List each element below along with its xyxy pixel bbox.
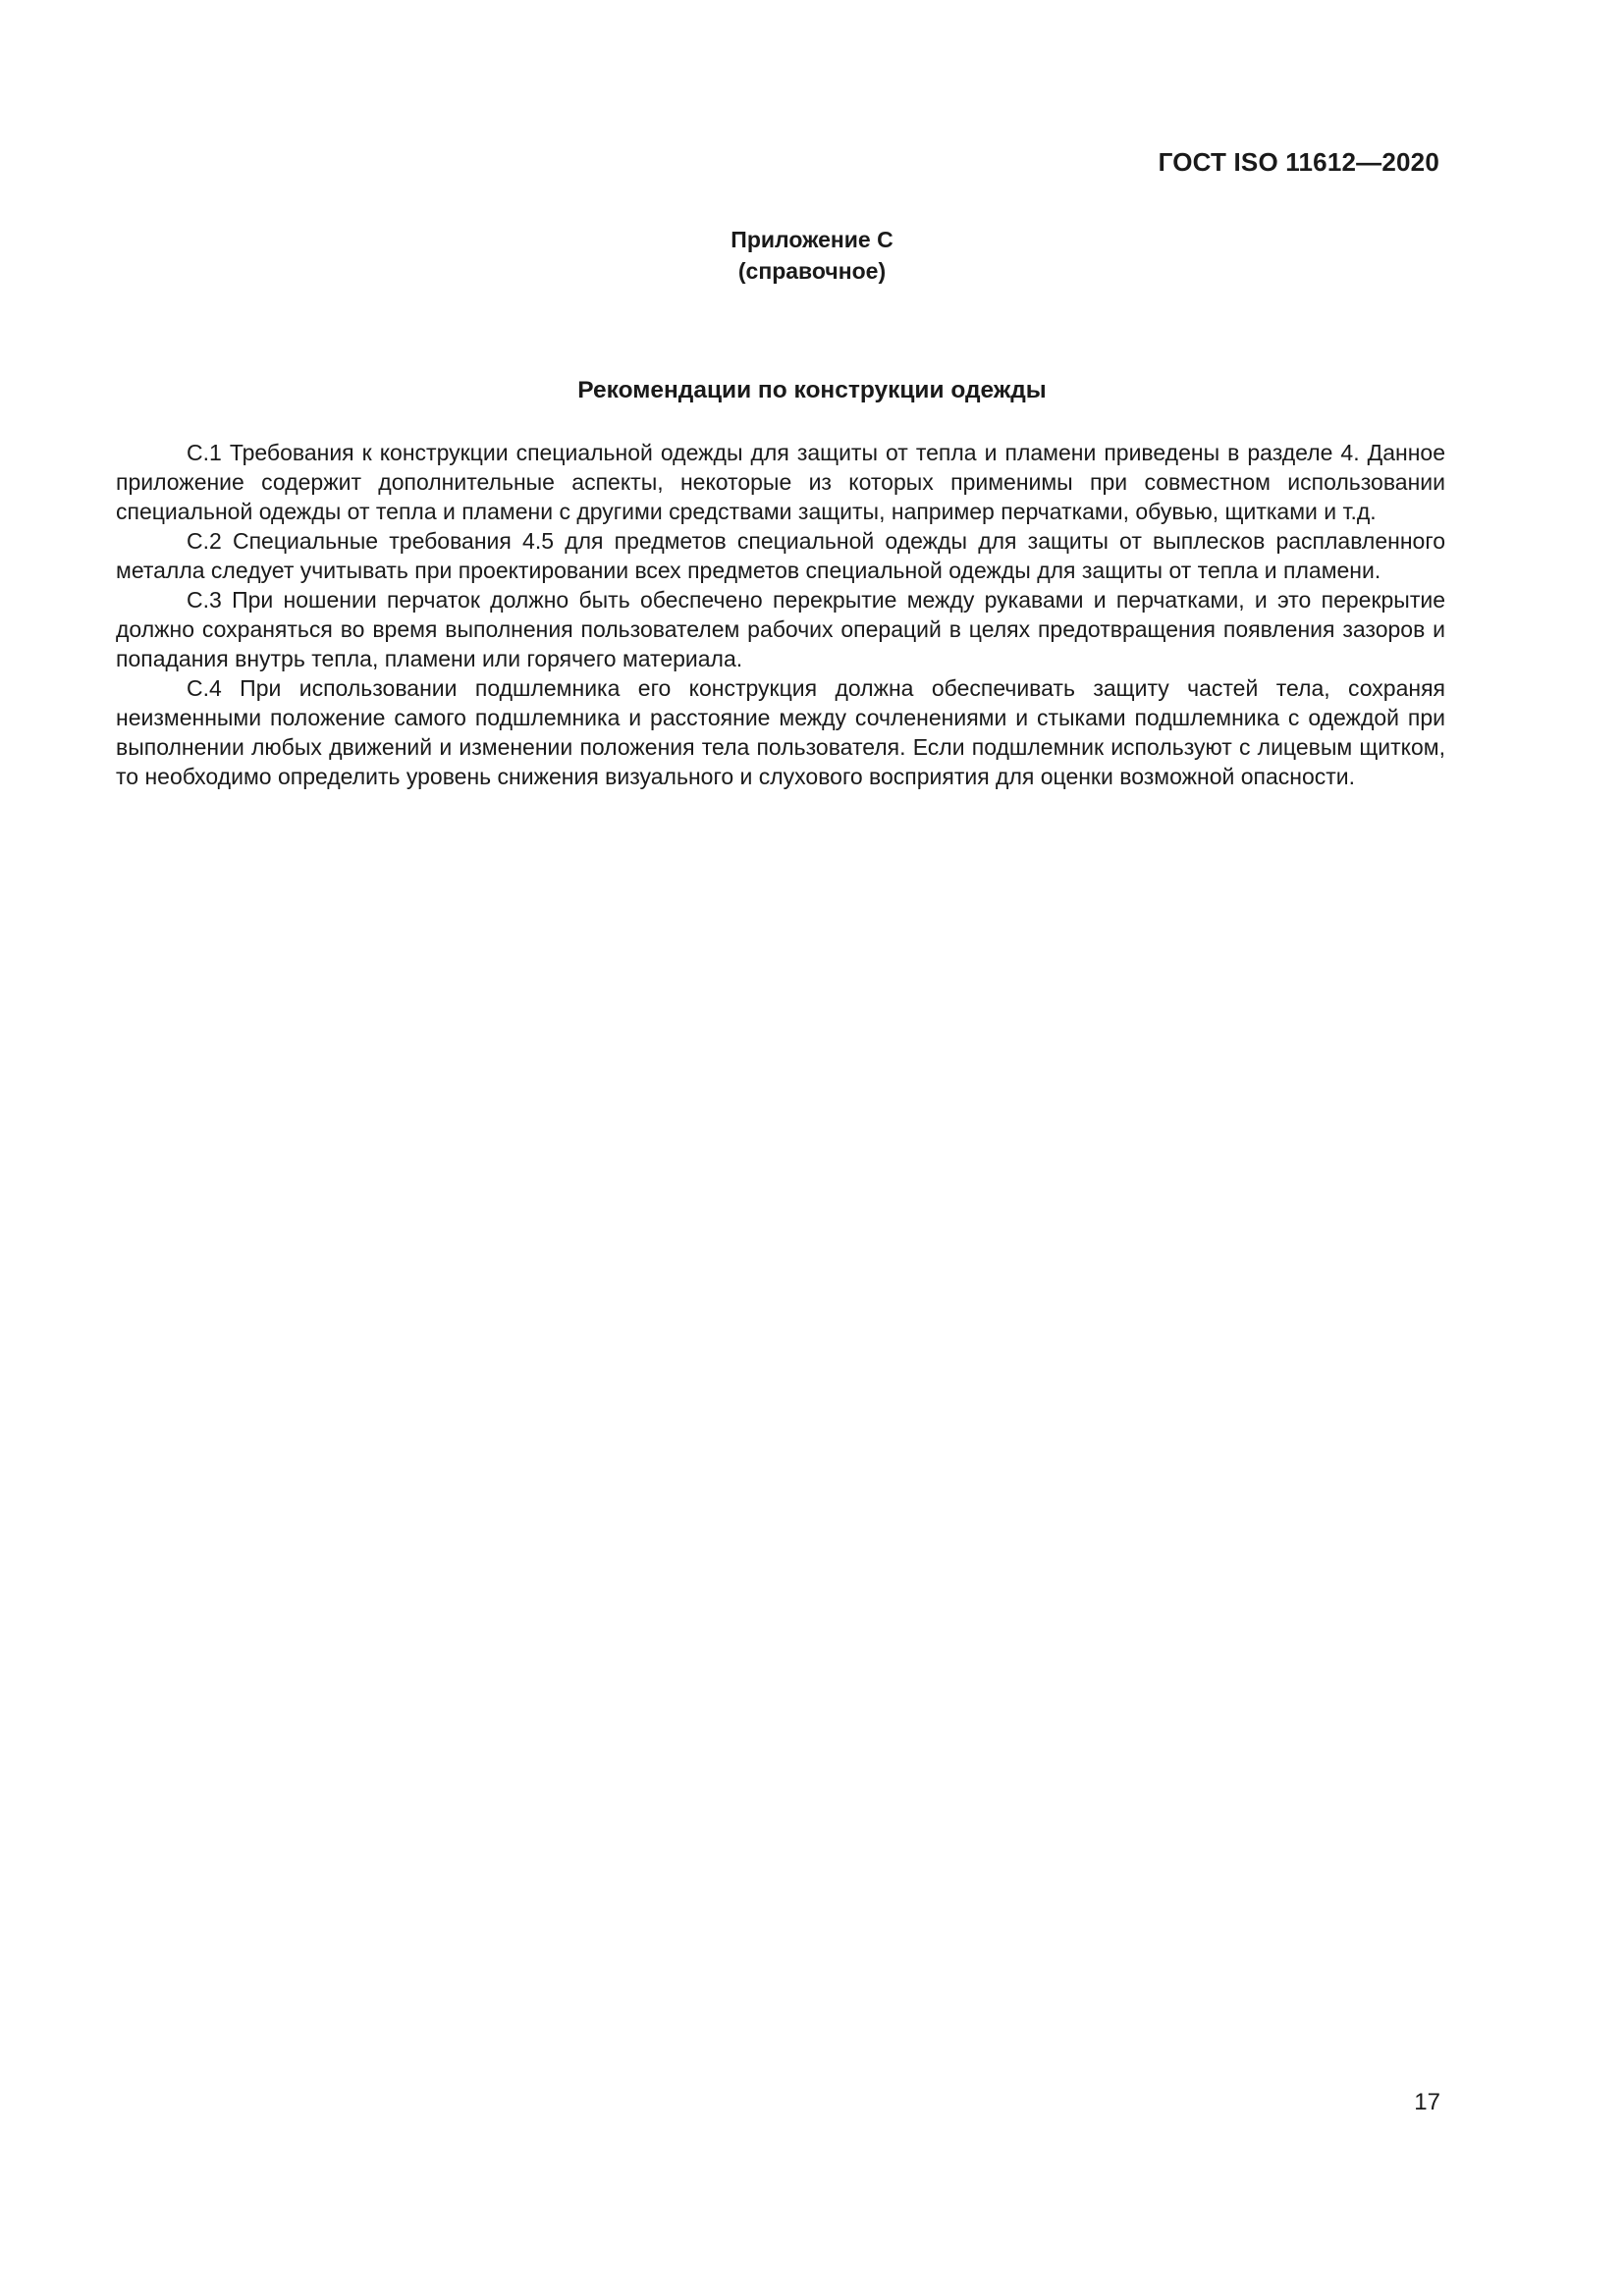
paragraph-c3: С.3 При ношении перчаток должно быть обеспечено перекрытие между рукавами и перчатками, и это перекрытие должно сохраняться во время выполнения пользователем рабочих операций в целях предотвращения появления зазоров и попадания внутрь тепла, пламени или горячего материала. xyxy=(116,587,1445,671)
page-number: 17 xyxy=(1414,2089,1440,2115)
paragraph-c1: С.1 Требования к конструкции специальной одежды для защиты от тепла и пламени приведены в разделе 4. Данное приложение содержит дополнительные аспекты, некоторые из которых применимы при совместном использовании специальной одежды от тепла и пламени с другими средствами защиты, например перчатками, обувью, щитками и т.д. xyxy=(116,440,1445,524)
annex-heading xyxy=(0,224,1624,287)
paragraph-c2: С.2 Специальные требования 4.5 для предметов специальной одежды для защиты от выплесков расплавленного металла следует учитывать при проектировании всех предметов специальной одежды для защиты от тепла и пламени. xyxy=(116,528,1445,583)
annex-kind: (справочное) xyxy=(737,258,887,284)
section-title: Рекомендации по конструкции одежды xyxy=(577,377,1047,403)
document-code-header: ГОСТ ISO 11612—2020 xyxy=(1158,147,1439,177)
paragraph-c4: С.4 При использовании подшлемника его конструкция должна обеспечивать защиту частей тела, сохраняя неизменными положение самого подшлемника и расстояние между сочленениями и стыками подшлемника с одеждой при выполнении любых движений и изменении положения тела пользователя. Если подшлемник используют с лицевым щитком, то необходимо определить уровень снижения визуального и слухового восприятия для оценки возможной опасности. xyxy=(116,675,1445,789)
annex-title: Приложение С xyxy=(731,227,893,252)
body-text xyxy=(116,438,1445,791)
